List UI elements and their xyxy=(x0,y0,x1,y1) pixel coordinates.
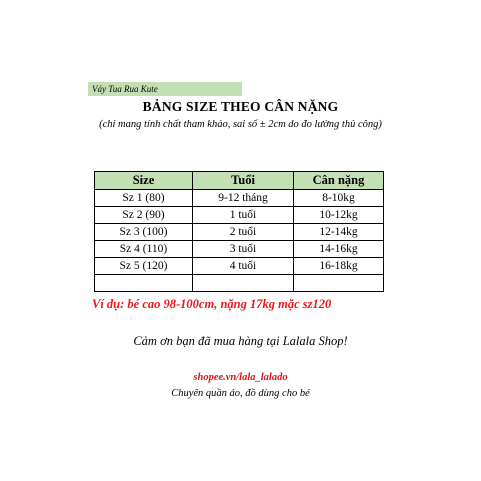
header-age: Tuổi xyxy=(193,172,294,190)
cell-weight: 8-10kg xyxy=(294,190,384,207)
cell-weight: 10-12kg xyxy=(294,207,384,224)
table-row-empty xyxy=(95,275,384,292)
example-note: Ví dụ: bé cao 98-100cm, nặng 17kg mặc sz120 xyxy=(92,297,332,311)
cell-age: 1 tuổi xyxy=(193,207,294,224)
size-table xyxy=(94,171,384,292)
cell-weight xyxy=(294,275,384,292)
cell-weight: 16-18kg xyxy=(294,258,384,275)
thank-you-message: Cảm ơn bạn đã mua hàng tại Lalala Shop! xyxy=(133,334,348,348)
header-weight: Cân nặng xyxy=(294,172,384,190)
product-label: Váy Tua Rua Kute xyxy=(88,82,242,96)
cell-age: 4 tuổi xyxy=(193,258,294,275)
cell-weight: 12-14kg xyxy=(294,224,384,241)
cell-size: Sz 5 (120) xyxy=(95,258,193,275)
shop-tagline: Chuyên quần áo, đồ dùng cho bé xyxy=(171,388,310,399)
cell-size: Sz 4 (110) xyxy=(95,241,193,258)
table-row xyxy=(95,207,384,224)
cell-size: Sz 2 (90) xyxy=(95,207,193,224)
disclaimer-text: (chỉ mang tính chất tham khảo, sai số ± 2cm do đo lường thủ công) xyxy=(99,119,382,130)
cell-size: Sz 3 (100) xyxy=(95,224,193,241)
cell-age: 2 tuổi xyxy=(193,224,294,241)
table-row xyxy=(95,258,384,275)
table-row xyxy=(95,241,384,258)
shop-link[interactable]: shopee.vn/lala_lalado xyxy=(193,372,288,383)
cell-age: 9-12 tháng xyxy=(193,190,294,207)
page-title: BẢNG SIZE THEO CÂN NẶNG xyxy=(142,99,339,114)
header-size: Size xyxy=(95,172,193,190)
cell-age: 3 tuổi xyxy=(193,241,294,258)
cell-size xyxy=(95,275,193,292)
table-row xyxy=(95,224,384,241)
cell-size: Sz 1 (80) xyxy=(95,190,193,207)
cell-age xyxy=(193,275,294,292)
cell-weight: 14-16kg xyxy=(294,241,384,258)
table-header-row xyxy=(95,172,384,190)
table-row xyxy=(95,190,384,207)
